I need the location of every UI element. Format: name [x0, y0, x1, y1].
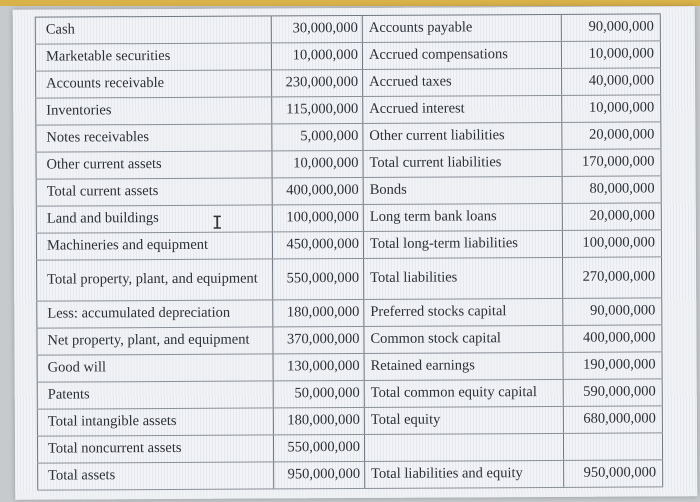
photo-top-edge	[0, 0, 700, 6]
asset-value: 950,000,000	[273, 462, 365, 488]
table-row	[36, 325, 662, 355]
asset-label: Patents	[37, 381, 273, 408]
liability-label: Total equity	[370, 411, 441, 428]
liability-value	[563, 433, 663, 460]
liability-value: 680,000,000	[563, 406, 663, 433]
liability-value: 90,000,000	[562, 298, 662, 325]
asset-value: 115,000,000	[271, 97, 363, 123]
table-row	[35, 68, 661, 98]
liability-value: 10,000,000	[561, 95, 661, 122]
asset-label: Good will	[37, 354, 273, 381]
asset-value: 10,000,000	[271, 43, 363, 69]
asset-value: 10,000,000	[271, 151, 363, 177]
asset-label: Accounts receivable	[35, 70, 271, 97]
liability-label: Common stock capital	[370, 330, 501, 347]
asset-label: Total intangible assets	[37, 408, 273, 435]
liability-label: Accrued interest	[369, 100, 465, 117]
liability-value: 100,000,000	[562, 230, 662, 257]
asset-value: 130,000,000	[273, 354, 365, 380]
liability-label: Total liabilities and equity	[371, 465, 523, 482]
liability-value: 400,000,000	[562, 325, 662, 352]
asset-value: 30,000,000	[271, 16, 363, 42]
balance-sheet-photo	[13, 6, 698, 500]
liability-value: 20,000,000	[562, 203, 662, 230]
liability-label: Preferred stocks capital	[370, 303, 507, 320]
liability-value: 170,000,000	[561, 149, 661, 176]
liability-value: 950,000,000	[563, 460, 663, 487]
asset-label: Machineries and equipment	[36, 232, 272, 259]
liability-label: Accrued taxes	[369, 73, 452, 90]
asset-label: Total assets	[37, 462, 273, 489]
asset-value: 5,000,000	[271, 124, 363, 150]
table-row	[35, 95, 661, 125]
asset-label: Notes receivables	[35, 124, 271, 151]
liability-label: Long term bank loans	[369, 208, 497, 225]
asset-label: Other current assets	[35, 151, 271, 178]
liability-value: 10,000,000	[561, 41, 661, 68]
balance-sheet-table	[35, 13, 663, 490]
table-row	[36, 176, 662, 206]
asset-value: 180,000,000	[273, 408, 365, 434]
asset-label: Land and buildings	[36, 205, 272, 232]
liability-label	[365, 434, 563, 461]
asset-label: Less: accumulated depreciation	[36, 300, 272, 327]
liability-value: 20,000,000	[561, 122, 661, 149]
asset-label: Total current assets	[36, 178, 272, 205]
asset-value: 550,000,000	[273, 435, 365, 461]
liability-value: 90,000,000	[561, 14, 661, 41]
asset-value: 180,000,000	[272, 300, 364, 326]
liability-value: 80,000,000	[562, 176, 662, 203]
asset-label: Cash	[35, 16, 271, 43]
asset-label: Inventories	[35, 97, 271, 124]
asset-value: 230,000,000	[271, 70, 363, 96]
asset-value: 370,000,000	[272, 327, 364, 353]
asset-value: 100,000,000	[272, 205, 364, 231]
liability-value: 40,000,000	[561, 68, 661, 95]
asset-value: 550,000,000	[272, 259, 364, 299]
liability-label: Accrued compensations	[368, 46, 508, 63]
table-row	[35, 14, 661, 44]
liability-label: Accounts payable	[368, 19, 473, 36]
table-row	[37, 433, 663, 463]
asset-label: Total noncurrent assets	[37, 435, 273, 462]
table-row	[37, 352, 663, 382]
table-row	[36, 230, 662, 260]
table-row	[36, 257, 662, 301]
liability-label: Bonds	[369, 181, 407, 198]
table-row	[35, 41, 661, 71]
asset-label: Marketable securities	[35, 43, 271, 70]
table-row	[37, 406, 663, 436]
table-row	[36, 298, 662, 328]
liability-label: Total liabilities	[370, 269, 458, 286]
liability-value: 190,000,000	[563, 352, 663, 379]
table-row	[36, 203, 662, 233]
asset-label: Net property, plant, and equipment	[36, 327, 272, 354]
liability-label: Retained earnings	[370, 357, 475, 374]
liability-label: Total current liabilities	[369, 154, 502, 171]
table-row	[35, 149, 661, 179]
liability-label: Total long-term liabilities	[369, 235, 518, 252]
liability-value: 590,000,000	[563, 379, 663, 406]
asset-label: Total property, plant, and equipment	[36, 259, 272, 300]
liability-label: Other current liabilities	[369, 127, 505, 144]
text-cursor-icon: Ι	[211, 212, 223, 234]
table-row	[35, 122, 661, 152]
asset-value: 50,000,000	[273, 381, 365, 407]
liability-label: Total common equity capital	[370, 384, 537, 401]
asset-value: 450,000,000	[272, 232, 364, 258]
table-row	[37, 379, 663, 409]
table-row	[37, 460, 663, 490]
asset-value: 400,000,000	[272, 178, 364, 204]
liability-value: 270,000,000	[562, 257, 662, 298]
